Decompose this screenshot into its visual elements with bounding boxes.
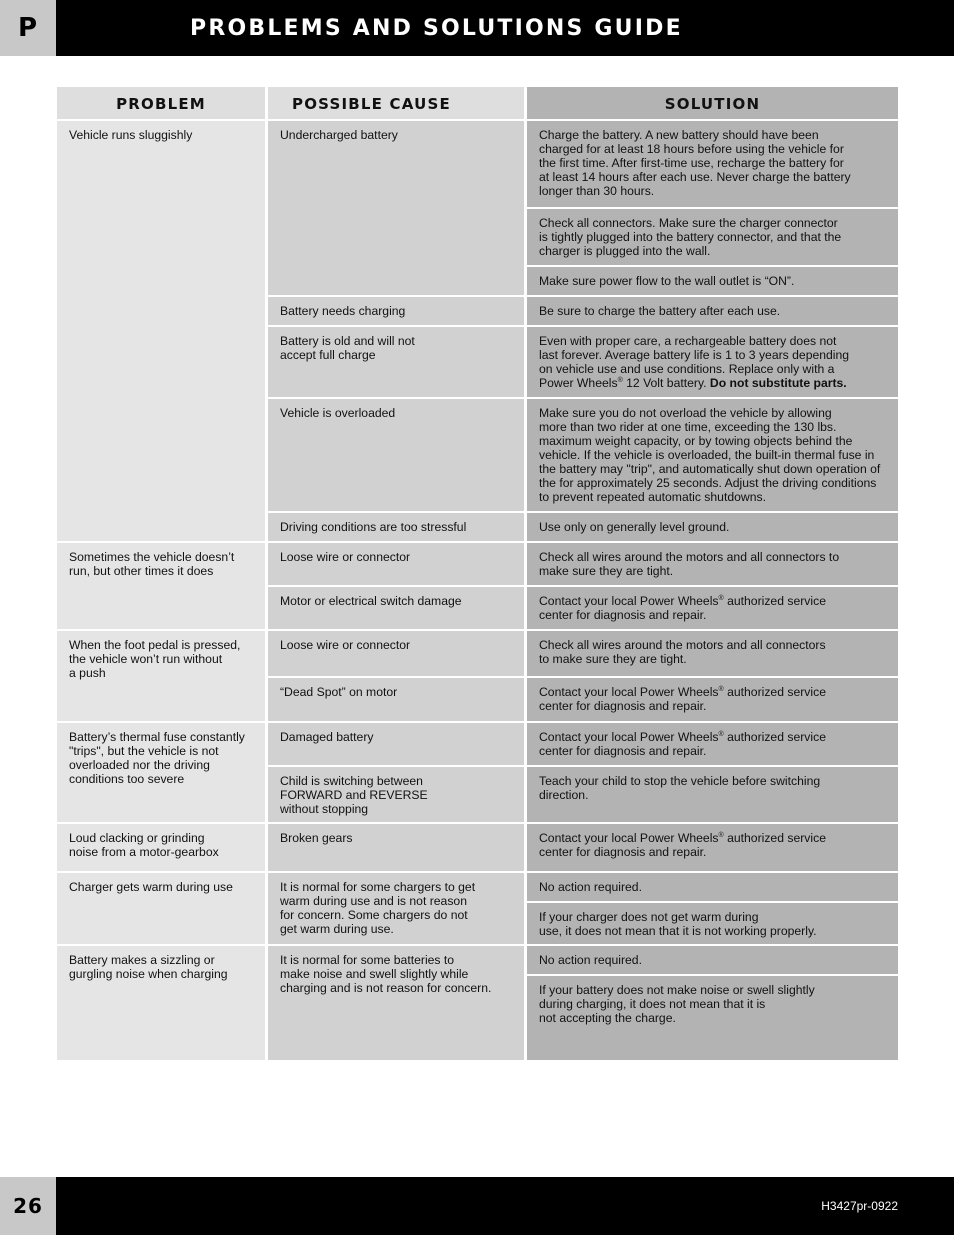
page-header — [0, 0, 954, 56]
solution-cell: No action required. — [527, 946, 898, 974]
problem-cell: Sometimes the vehicle doesn’t run, but other times it does — [57, 543, 265, 629]
cause-cell: “Dead Spot” on motor — [268, 678, 524, 721]
problem-cell: Vehicle runs sluggishly — [57, 121, 265, 541]
cause-cell: Loose wire or connector — [268, 543, 524, 585]
problem-cell: Charger gets warm during use — [57, 873, 265, 944]
solution-cell — [527, 587, 898, 629]
column-header-solution: SOLUTION — [527, 87, 898, 119]
cause-cell: Damaged battery — [268, 723, 524, 765]
solution-text: Contact your local Power Wheels — [539, 730, 719, 744]
solution-cell: No action required. — [527, 873, 898, 901]
solution-cell — [527, 327, 898, 397]
solution-text: Contact your local Power Wheels — [539, 831, 719, 845]
warning-text: Do not substitute parts. — [709, 376, 847, 390]
cause-cell: It is normal for some batteries to make noise and swell slightly while charging and is not reason for concern. — [268, 946, 524, 1060]
cause-cell: Undercharged battery — [268, 121, 524, 295]
section-letter: P — [0, 0, 56, 56]
solution-cell — [527, 723, 898, 765]
solution-cell — [527, 678, 898, 721]
cause-cell: It is normal for some chargers to get warm during use and is not reason for concern. Some chargers do not get warm during use. — [268, 873, 524, 944]
cause-cell: Child is switching between FORWARD and REVERSE without stopping — [268, 767, 524, 822]
cause-cell: Broken gears — [268, 824, 524, 871]
problem-cell: Battery’s thermal fuse constantly "trips", but the vehicle is not overloaded nor the driving conditions too severe — [57, 723, 265, 822]
registered-mark: ® — [718, 831, 724, 839]
registered-mark: ® — [718, 685, 724, 693]
solution-text: authorized service center for diagnosis and repair. — [539, 730, 826, 758]
solution-text: authorized service center for diagnosis and repair. — [539, 831, 826, 859]
column-header-possible-cause: POSSIBLE CAUSE — [268, 87, 524, 119]
problem-cell: When the foot pedal is pressed, the vehicle won’t run without a push — [57, 631, 265, 721]
solution-text: Contact your local Power Wheels — [539, 685, 719, 699]
solution-cell: Make sure you do not overload the vehicle by allowing more than two rider at one time, exceeding the 130 lbs. maximum weight capacity, or by towing objects behind the vehicle. If the vehicle is overloaded, the built-in thermal fuse in the battery may "trip", and automatically shut down operation of the for approximately 25 seconds. Adjust the driving conditions to prevent repeated automatic shutdowns. — [527, 399, 898, 511]
solution-cell: If your charger does not get warm during use, it does not mean that it is not working properly. — [527, 903, 898, 944]
document-code: H3427pr-0922 — [821, 1199, 898, 1213]
solution-text: Even with proper care, a rechargeable battery does not last forever. Average battery life is 1 to 3 years depending on vehicle use and use conditions. Replace only with a Power Wheels — [539, 334, 850, 390]
cause-cell: Battery is old and will not accept full charge — [268, 327, 524, 397]
registered-mark: ® — [718, 594, 724, 602]
cause-cell: Loose wire or connector — [268, 631, 524, 676]
solution-cell: Make sure power flow to the wall outlet is “ON”. — [527, 267, 898, 295]
cause-cell: Vehicle is overloaded — [268, 399, 524, 511]
solution-text: authorized service center for diagnosis and repair. — [539, 594, 826, 622]
solution-cell: Be sure to charge the battery after each use. — [527, 297, 898, 325]
cause-cell: Motor or electrical switch damage — [268, 587, 524, 629]
cause-cell: Battery needs charging — [268, 297, 524, 325]
solution-cell: If your battery does not make noise or swell slightly during charging, it does not mean that it is not accepting the charge. — [527, 976, 898, 1060]
solution-cell: Check all wires around the motors and all connectors to make sure they are tight. — [527, 631, 898, 676]
column-header-problem: PROBLEM — [57, 87, 265, 119]
problems-solutions-table — [57, 87, 898, 1025]
page-footer — [0, 1177, 954, 1235]
problem-cell: Battery makes a sizzling or gurgling noise when charging — [57, 946, 265, 1060]
solution-text: Contact your local Power Wheels — [539, 594, 719, 608]
problem-cell: Loud clacking or grinding noise from a motor-gearbox — [57, 824, 265, 871]
solution-text: 12 Volt battery. — [622, 376, 710, 390]
solution-cell: Check all wires around the motors and all connectors to make sure they are tight. — [527, 543, 898, 585]
page-title: PROBLEMS AND SOLUTIONS GUIDE — [190, 16, 683, 41]
registered-mark: ® — [617, 376, 623, 384]
cause-cell: Driving conditions are too stressful — [268, 513, 524, 541]
solution-cell: Use only on generally level ground. — [527, 513, 898, 541]
solution-cell — [527, 824, 898, 871]
solution-cell: Check all connectors. Make sure the charger connector is tightly plugged into the battery connector, and that the charger is plugged into the wall. — [527, 209, 898, 265]
solution-text: authorized service center for diagnosis and repair. — [539, 685, 826, 713]
solution-cell: Teach your child to stop the vehicle before switching direction. — [527, 767, 898, 822]
solution-cell: Charge the battery. A new battery should have been charged for at least 18 hours before using the vehicle for the first time. After first-time use, recharge the battery for at least 14 hours after each use. Never charge the battery longer than 30 hours. — [527, 121, 898, 207]
page-number: 26 — [0, 1177, 56, 1235]
registered-mark: ® — [718, 730, 724, 738]
